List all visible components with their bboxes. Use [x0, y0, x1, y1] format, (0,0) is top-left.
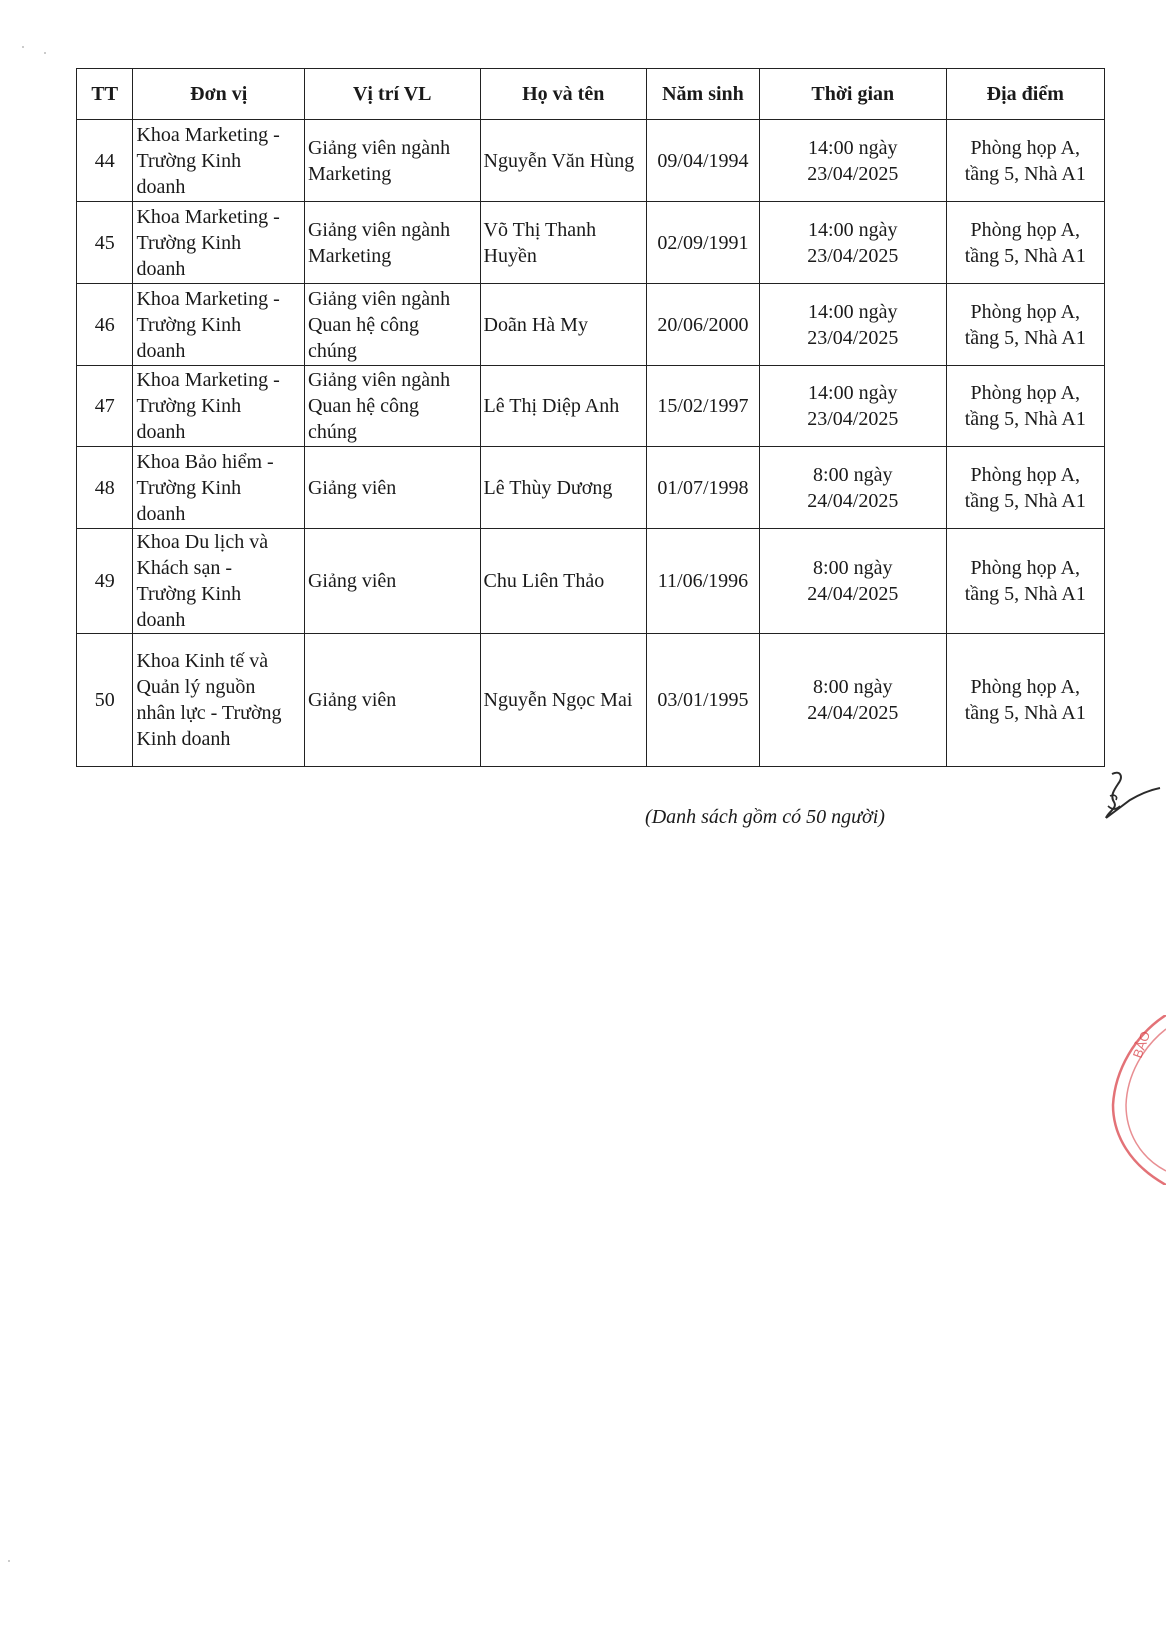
cell-place-line: tầng 5, Nhà A1: [964, 244, 1086, 267]
cell-unit: [133, 529, 305, 634]
cell-time-line: 14:00 ngày: [808, 218, 898, 241]
cell-name: [480, 120, 646, 202]
cell-unit-line: Khoa Marketing -: [136, 287, 280, 310]
cell-place: [946, 366, 1104, 447]
cell-tt: 47: [77, 366, 133, 447]
cell-birth: 03/01/1995: [646, 634, 759, 767]
cell-unit-line: Quản lý nguồn: [136, 676, 256, 698]
cell-unit-line: Trường Kinh: [136, 395, 242, 417]
cell-name: [480, 634, 646, 767]
table-row: [77, 634, 1105, 767]
cell-time-line: 8:00 ngày: [813, 557, 893, 579]
cell-position-line: Giảng viên: [307, 476, 397, 499]
cell-place-line: Phòng họp A,: [970, 382, 1081, 404]
signature-mark: [1100, 766, 1162, 826]
cell-unit-line: Trường Kinh: [136, 583, 242, 605]
cell-unit: [133, 366, 305, 447]
cell-tt: 49: [77, 529, 133, 634]
cell-time-line: 14:00 ngày: [808, 136, 898, 159]
cell-place-line: tầng 5, Nhà A1: [964, 583, 1086, 605]
cell-position: [304, 120, 480, 202]
cell-tt: 50: [77, 634, 133, 767]
cell-place-line: Phòng họp A,: [970, 300, 1081, 323]
cell-tt: 46: [77, 284, 133, 366]
cell-tt: 48: [77, 447, 133, 529]
cell-time: [759, 202, 946, 284]
cell-time-line: 24/04/2025: [807, 489, 899, 512]
cell-unit-line: nhân lực - Trường: [136, 702, 282, 724]
cell-time: [759, 284, 946, 366]
cell-position: [304, 202, 480, 284]
table-row: [77, 447, 1105, 529]
header-place: Địa điểm: [946, 69, 1104, 120]
cell-unit-line: Khoa Bảo hiểm -: [136, 450, 274, 473]
cell-place-line: tầng 5, Nhà A1: [964, 326, 1086, 349]
cell-unit: [133, 120, 305, 202]
cell-unit: [133, 202, 305, 284]
cell-position-line: Marketing: [307, 162, 392, 185]
cell-unit-line: doanh: [136, 339, 186, 362]
cell-position-line: chúng: [307, 421, 357, 443]
cell-place-line: tầng 5, Nhà A1: [964, 702, 1086, 724]
cell-place-line: Phòng họp A,: [970, 557, 1081, 579]
cell-name: [480, 202, 646, 284]
cell-name: [480, 529, 646, 634]
list-count-note: (Danh sách gồm có 50 người): [645, 806, 885, 828]
table-row: [77, 202, 1105, 284]
cell-time-line: 8:00 ngày: [813, 463, 893, 486]
cell-time-line: 23/04/2025: [807, 244, 899, 267]
cell-unit-line: Kinh doanh: [136, 728, 231, 750]
cell-position: [304, 634, 480, 767]
cell-place-line: Phòng họp A,: [970, 463, 1081, 486]
cell-time: [759, 529, 946, 634]
cell-place: [946, 284, 1104, 366]
cell-name-line: Chu Liên Thảo: [483, 570, 605, 592]
cell-position-line: Quan hệ công: [307, 313, 420, 336]
cell-position: [304, 529, 480, 634]
cell-time-line: 8:00 ngày: [813, 676, 893, 698]
cell-position: [304, 284, 480, 366]
cell-time: [759, 366, 946, 447]
cell-unit-line: doanh: [136, 421, 186, 443]
candidate-table: [76, 68, 1105, 767]
cell-place-line: Phòng họp A,: [970, 218, 1081, 241]
cell-birth: 09/04/1994: [646, 120, 759, 202]
cell-name-line: Lê Thị Diệp Anh: [483, 395, 620, 417]
cell-unit-line: Trường Kinh: [136, 149, 242, 172]
cell-name-line: Huyền: [483, 244, 537, 267]
cell-position: [304, 447, 480, 529]
cell-position: [304, 366, 480, 447]
header-name: Họ và tên: [480, 69, 646, 120]
cell-place-line: tầng 5, Nhà A1: [964, 408, 1086, 430]
header-time: Thời gian: [759, 69, 946, 120]
cell-name: [480, 366, 646, 447]
cell-place: [946, 202, 1104, 284]
cell-unit-line: doanh: [136, 502, 186, 525]
cell-unit-line: Trường Kinh: [136, 476, 242, 499]
cell-place: [946, 529, 1104, 634]
table-row: [77, 366, 1105, 447]
cell-tt: 45: [77, 202, 133, 284]
cell-time: [759, 634, 946, 767]
cell-birth: 01/07/1998: [646, 447, 759, 529]
cell-place-line: tầng 5, Nhà A1: [964, 489, 1086, 512]
cell-unit: [133, 284, 305, 366]
header-position: Vị trí VL: [304, 69, 480, 120]
cell-name-line: Doãn Hà My: [483, 313, 588, 336]
cell-name: [480, 284, 646, 366]
cell-unit-line: doanh: [136, 609, 186, 631]
cell-unit-line: Khoa Kinh tế và: [136, 650, 269, 672]
cell-name: [480, 447, 646, 529]
scan-speck: [8, 1560, 10, 1562]
cell-position-line: Giảng viên ngành: [307, 369, 451, 391]
cell-name-line: Lê Thùy Dương: [483, 476, 613, 499]
cell-place-line: Phòng họp A,: [970, 136, 1081, 159]
cell-time: [759, 120, 946, 202]
cell-position-line: Giảng viên: [307, 570, 397, 592]
cell-tt: 44: [77, 120, 133, 202]
cell-time-line: 14:00 ngày: [808, 300, 898, 323]
cell-unit-line: Trường Kinh: [136, 313, 242, 336]
cell-unit-line: Khoa Marketing -: [136, 369, 280, 391]
cell-unit: [133, 634, 305, 767]
cell-position-line: Marketing: [307, 244, 392, 267]
cell-time-line: 24/04/2025: [807, 702, 899, 724]
scan-speck: [44, 52, 46, 54]
cell-time-line: 23/04/2025: [807, 326, 899, 349]
official-stamp: [1105, 1015, 1166, 1185]
cell-time-line: 23/04/2025: [807, 408, 899, 430]
stamp-letters: BẢO: [1129, 1029, 1154, 1061]
cell-time-line: 14:00 ngày: [808, 382, 898, 404]
header-tt: TT: [77, 69, 133, 120]
cell-name-line: Nguyễn Văn Hùng: [483, 149, 635, 172]
table-row: [77, 529, 1105, 634]
cell-position-line: Giảng viên: [307, 689, 397, 711]
header-unit: Đơn vị: [133, 69, 305, 120]
cell-place: [946, 120, 1104, 202]
cell-birth: 15/02/1997: [646, 366, 759, 447]
cell-unit-line: Khoa Marketing -: [136, 123, 280, 146]
cell-time-line: 24/04/2025: [807, 583, 899, 605]
cell-unit-line: Khách sạn -: [136, 557, 233, 579]
cell-position-line: Quan hệ công: [307, 395, 420, 417]
cell-unit-line: doanh: [136, 257, 186, 280]
cell-position-line: Giảng viên ngành: [307, 218, 451, 241]
header-birth: Năm sinh: [646, 69, 759, 120]
cell-place-line: Phòng họp A,: [970, 676, 1081, 698]
cell-name-line: Nguyễn Ngọc Mai: [483, 689, 633, 711]
cell-position-line: chúng: [307, 339, 357, 362]
cell-time: [759, 447, 946, 529]
cell-unit-line: Khoa Marketing -: [136, 205, 280, 228]
cell-time-line: 23/04/2025: [807, 162, 899, 185]
table-body: [77, 120, 1105, 767]
cell-place: [946, 447, 1104, 529]
cell-birth: 20/06/2000: [646, 284, 759, 366]
cell-place: [946, 634, 1104, 767]
table-header-row: [77, 69, 1105, 120]
cell-name-line: Võ Thị Thanh: [483, 218, 597, 241]
cell-unit-line: Trường Kinh: [136, 231, 242, 254]
cell-unit-line: Khoa Du lịch và: [136, 531, 269, 553]
table-row: [77, 284, 1105, 366]
scan-speck: [22, 46, 24, 48]
table-row: [77, 120, 1105, 202]
cell-unit: [133, 447, 305, 529]
cell-birth: 11/06/1996: [646, 529, 759, 634]
cell-place-line: tầng 5, Nhà A1: [964, 162, 1086, 185]
cell-unit-line: doanh: [136, 175, 186, 198]
cell-position-line: Giảng viên ngành: [307, 136, 451, 159]
cell-position-line: Giảng viên ngành: [307, 287, 451, 310]
cell-birth: 02/09/1991: [646, 202, 759, 284]
